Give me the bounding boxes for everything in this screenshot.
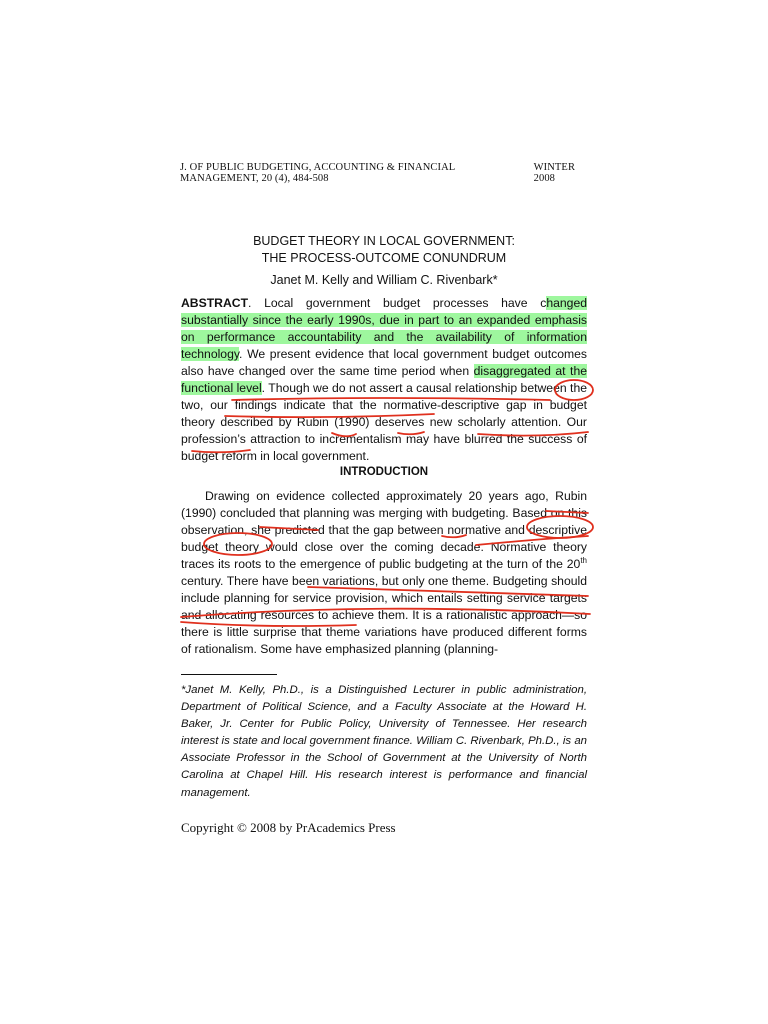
introduction-paragraph <box>181 488 587 658</box>
running-header <box>180 162 588 184</box>
journal-citation: J. OF PUBLIC BUDGETING, ACCOUNTING & FINANCIAL MANAGEMENT, 20 (4), 484-508 <box>180 162 455 184</box>
issue-date: WINTER 2008 <box>533 162 576 184</box>
author-footnote: *Janet M. Kelly, Ph.D., is a Distinguished Lecturer in public administration, Department of Political Science, and a Faculty Associate at the Howard H. Baker, Jr. Center for Public Policy, University of Tennessee. Her research interest is state and local government finance. William C. Rivenbark, Ph.D., is an Associate Professor in the School of Government at the University of North Carolina at Chapel Hill. His research interest is performance and financial management. <box>181 684 587 799</box>
abstract-paragraph <box>181 295 587 465</box>
introduction-text: Drawing on evidence collected approximately 20 years ago, Rubin (1990) concluded that planning was merging with budgeting. Based on this observation, she predicted that the gap between normative and descriptive budget theory would close over the coming decade. Normative theory traces its roots to the emergence of public budgeting at the turn of the 20 <box>181 489 587 571</box>
abstract-text: . Local government budget processes have c <box>248 296 547 310</box>
highlight-changed-substantially: hanged substantially since the early 1990s, <box>181 296 587 327</box>
article-title-line-2: THE PROCESS-OUTCOME CONUNDRUM <box>261 251 507 265</box>
footnote-divider <box>181 674 277 675</box>
introduction-text: century. There have been variations, but only one theme. Budgeting should include planning for service provision, which entails setting service targets and allocating resources to achieve them. It is a rationalistic approach—so there is little surprise that theme variations have produced different forms of rationalism. Some have emphasized planning (planning- <box>181 574 587 656</box>
section-heading-introduction: INTRODUCTION <box>339 466 429 478</box>
abstract-text: . We present evidence that local government budget outcomes also have changed over the same time period when <box>181 347 587 378</box>
article-authors: Janet M. Kelly and William C. Rivenbark* <box>270 273 498 287</box>
copyright-notice: Copyright © 2008 by PrAcademics Press <box>181 820 396 835</box>
highlight-performance-accountability: due in part to an expanded emphasis on performance accountability and the availability of information technology <box>181 313 587 361</box>
abstract-label: ABSTRACT <box>181 296 249 310</box>
highlight-disaggregated: disaggregated at the functional level <box>181 364 587 395</box>
superscript-th: th <box>580 555 587 565</box>
article-title-line-1: BUDGET THEORY IN LOCAL GOVERNMENT: <box>253 234 515 248</box>
abstract-text: . Though we do not assert a causal relationship between the two, our findings indicate that the normative-descriptive gap in budget theory described by Rubin (1990) deserves new scholarly attention. Our profession’s attraction to incrementalism may have blurred the success of budget reform in local government. <box>181 381 587 463</box>
